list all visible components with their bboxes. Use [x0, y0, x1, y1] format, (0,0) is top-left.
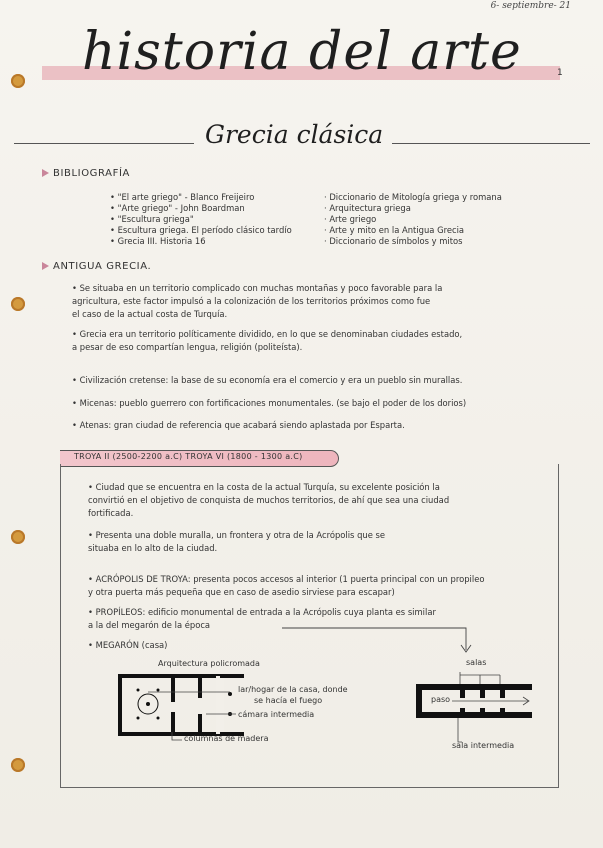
list-item: · Arte griego	[324, 214, 377, 224]
bib-right-list	[324, 191, 564, 248]
label-camara: cámara intermedia	[238, 710, 315, 719]
troya-bullet-1: • Ciudad que se encuentra en la costa de la actual Turquía, su excelente posición la convirtió en el objetivo de conquista de muchos territorios, de ahí que sea una ciudad fortificada.	[88, 482, 450, 518]
antigua-paragraph-3: • Civilización cretense: la base de su economía era el comercio y era un pueblo sin murallas.	[72, 375, 463, 385]
subtitle-rule-right	[392, 143, 590, 144]
troya-bullet-2: • Presenta una doble muralla, un frontera y otra de la Acrópolis que se situaba en lo alto de la ciudad.	[88, 530, 386, 553]
list-item: • "Arte griego" - John Boardman	[110, 203, 245, 213]
list-item: • Grecia III. Historia 16	[110, 236, 206, 246]
page-number: 1	[557, 68, 563, 78]
binder-hole	[11, 530, 25, 544]
list-item: · Arte y mito en la Antigua Grecia	[324, 225, 465, 235]
pointer-arrow	[280, 620, 480, 656]
date: 6- septiembre- 21	[490, 1, 571, 11]
diagram-left-title: Arquitectura policromada	[158, 659, 260, 668]
label-paso: paso	[431, 695, 451, 704]
antigua-paragraph-4: • Micenas: pueblo guerrero con fortificaciones monumentales. (se bajo el poder de los dorios)	[72, 398, 467, 408]
label-sala-intermedia: sala intermedia	[452, 741, 515, 750]
troya-bullet-3: • ACRÓPOLIS DE TROYA: presenta pocos accesos al interior (1 puerta principal con un propileo y otra puerta más pequeña que en caso de asedio sirviese para escapar)	[88, 574, 485, 597]
list-item: · Diccionario de Mitología griega y romana	[324, 192, 502, 202]
binder-hole	[11, 74, 25, 88]
subtitle: Grecia clásica	[205, 120, 384, 149]
bib-left-list	[110, 191, 330, 248]
label-hogar: lar/hogar de la casa, donde se hacía el fuego	[238, 685, 348, 705]
subtitle-rule-left	[14, 143, 194, 144]
binder-hole	[11, 758, 25, 772]
list-item: • "Escultura griega"	[110, 214, 194, 224]
label-columnas: columnas de madera	[184, 734, 269, 743]
arrow-bullet-icon	[42, 262, 49, 270]
antigua-heading: ANTIGUA GRECIA.	[42, 261, 151, 272]
troya-bullet-5: • MEGARÓN (casa)	[88, 640, 168, 650]
list-item: · Arquitectura griega	[324, 203, 411, 213]
binder-hole	[11, 297, 25, 311]
troya-bullet-4: • PROPÍLEOS: edificio monumental de entrada a la Acrópolis cuya planta es similar a la del megarón de la época	[88, 607, 436, 630]
label-salas: salas	[466, 658, 487, 667]
list-item: · Diccionario de símbolos y mitos	[324, 236, 463, 246]
antigua-paragraph-1: • Se situaba en un territorio complicado con muchas montañas y poco favorable para la agricultura, este factor impulsó a la colonización de los territorios próximos como fue el caso de la actual costa de Turquía.	[72, 283, 443, 319]
arrow-bullet-icon	[42, 169, 49, 177]
list-item: • Escultura griega. El período clásico tardío	[110, 225, 292, 235]
bibliografia-heading: BIBLIOGRAFÍA	[42, 168, 130, 179]
antigua-paragraph-2: • Grecia era un territorio políticamente dividido, en lo que se denominaban ciudades estado, a pesar de eso compartían lengua, religión (politeísta).	[72, 329, 463, 352]
troya-header: TROYA II (2500-2200 a.C) TROYA VI (1800 - 1300 a.C)	[74, 452, 303, 461]
antigua-paragraph-5: • Atenas: gran ciudad de referencia que acabará siendo aplastada por Esparta.	[72, 420, 405, 430]
list-item: • "El arte griego" - Blanco Freijeiro	[110, 192, 255, 202]
page-title: historia del arte	[82, 22, 522, 82]
